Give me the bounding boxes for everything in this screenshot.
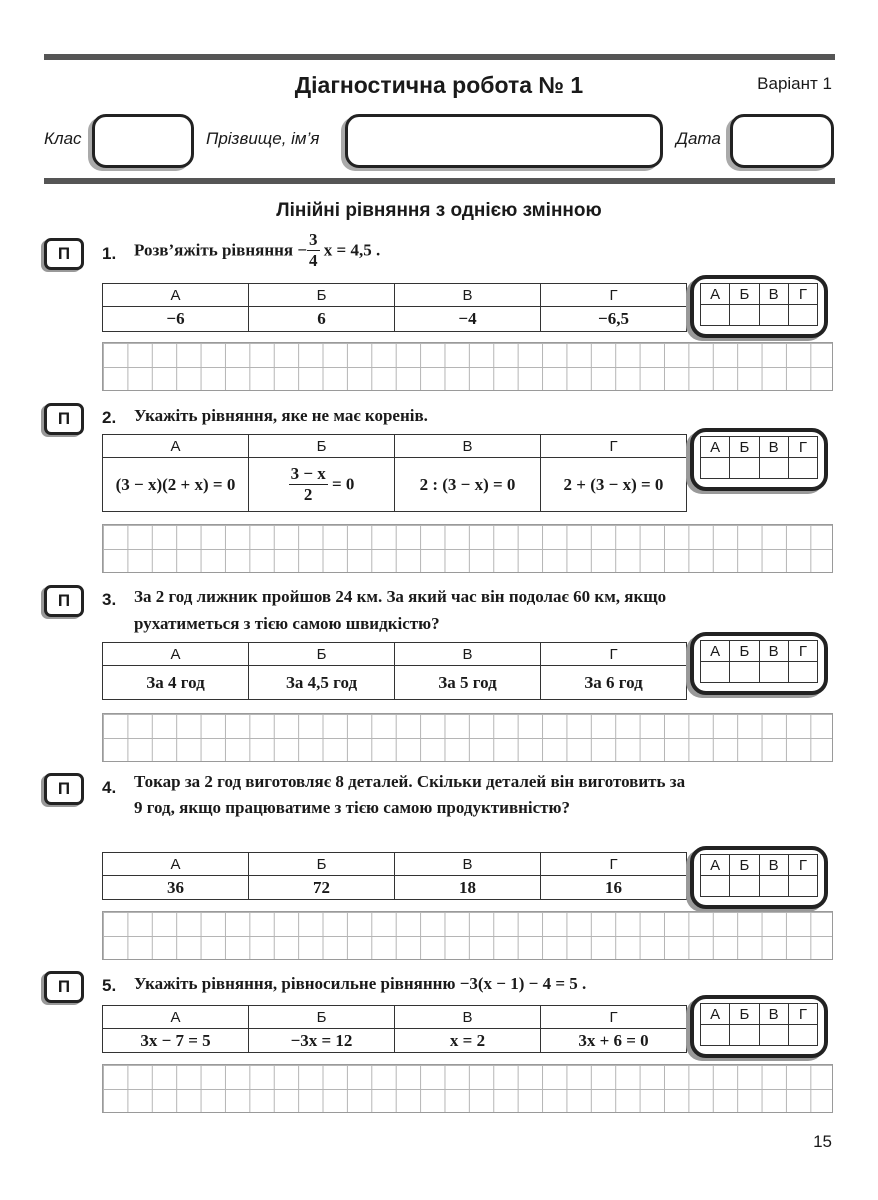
answer-cell[interactable] <box>730 662 759 683</box>
level-badge: П <box>44 773 84 805</box>
question-text: Токар за 2 год виготовляє 8 деталей. Скільки деталей він виготовить за 9 год, якщо працюватиме з тією самою продуктивністю? <box>134 772 686 817</box>
answer-cell[interactable] <box>788 662 817 683</box>
option-letter: Г <box>541 435 687 458</box>
option-value: 36 <box>103 876 249 900</box>
fraction <box>289 464 328 505</box>
option-letter: Г <box>541 853 687 876</box>
answer-letter: Г <box>788 641 817 662</box>
answer-cell[interactable] <box>788 305 817 326</box>
level-badge: П <box>44 403 84 435</box>
answer-letter: В <box>759 284 788 305</box>
answer-letter: Г <box>788 1004 817 1025</box>
answer-letter: В <box>759 641 788 662</box>
option-letter: В <box>395 284 541 307</box>
top-rule <box>44 54 835 60</box>
option-value: −6,5 <box>541 307 687 332</box>
option-value: 16 <box>541 876 687 900</box>
options-table <box>102 852 687 900</box>
option-value: −3x = 12 <box>249 1029 395 1053</box>
question-text: За 2 год лижник пройшов 24 км. За який час він подолає 60 км, якщо рухатиметься з тією самою швидкістю? <box>134 587 667 633</box>
option-letter: Б <box>249 853 395 876</box>
answer-box <box>690 995 828 1058</box>
option-letter: Г <box>541 643 687 666</box>
option-value: 3x − 7 = 5 <box>103 1029 249 1053</box>
answer-cell[interactable] <box>730 458 759 479</box>
answer-letter: А <box>701 641 730 662</box>
answer-cell[interactable] <box>730 876 759 897</box>
option-value-fraction <box>249 458 395 512</box>
option-letter: В <box>395 853 541 876</box>
answer-cell[interactable] <box>759 662 788 683</box>
level-badge: П <box>44 238 84 270</box>
header-bottom-rule <box>44 178 835 184</box>
question-text: Укажіть рівняння, яке не має коренів. <box>134 406 428 425</box>
answer-letter: В <box>759 855 788 876</box>
question-number: 4. <box>102 778 117 797</box>
work-grid[interactable] <box>102 524 833 573</box>
answer-letter: Б <box>730 855 759 876</box>
option-value: За 5 год <box>395 666 541 700</box>
fraction-rest: = 0 <box>332 474 355 494</box>
answer-letter: Г <box>788 284 817 305</box>
page-title: Діагностична робота № 1 <box>294 72 584 98</box>
date-field[interactable] <box>730 114 834 168</box>
option-value: 3x + 6 = 0 <box>541 1029 687 1053</box>
option-letter: А <box>103 643 249 666</box>
question-text <box>134 230 694 271</box>
name-field[interactable] <box>345 114 663 168</box>
option-letter: Б <box>249 284 395 307</box>
option-letter: В <box>395 435 541 458</box>
option-letter: Б <box>249 435 395 458</box>
options-table <box>102 642 687 700</box>
answer-letter: В <box>759 1004 788 1025</box>
option-value: 2 + (3 − x) = 0 <box>541 458 687 512</box>
answer-letter: Б <box>730 284 759 305</box>
work-grid[interactable] <box>102 342 833 391</box>
level-badge: П <box>44 585 84 617</box>
answer-cell[interactable] <box>701 662 730 683</box>
answer-letter: А <box>701 1004 730 1025</box>
question-number: 5. <box>102 976 117 995</box>
answer-letter: А <box>701 284 730 305</box>
answer-letter: Г <box>788 855 817 876</box>
question-text: Укажіть рівняння, рівносильне рівнянню −3(x − 1) − 4 = 5 . <box>134 974 587 993</box>
variant-label: Варіант 1 <box>757 74 832 93</box>
fraction-denominator: 4 <box>309 251 318 270</box>
question-number: 1. <box>102 244 117 263</box>
question-text-before: Розв’яжіть рівняння <box>134 240 294 260</box>
option-letter: А <box>103 284 249 307</box>
answer-cell[interactable] <box>701 1025 730 1046</box>
minus-sign: − <box>297 240 308 260</box>
answer-box <box>690 275 828 338</box>
answer-cell[interactable] <box>759 876 788 897</box>
page-number: 15 <box>813 1132 832 1151</box>
section-subtitle: Лінійні рівняння з однією змінною <box>276 200 602 221</box>
question-number: 2. <box>102 408 117 427</box>
option-value: (3 − x)(2 + x) = 0 <box>103 458 249 512</box>
answer-letter: Б <box>730 1004 759 1025</box>
answer-cell[interactable] <box>701 458 730 479</box>
answer-cell[interactable] <box>788 1025 817 1046</box>
option-value: −6 <box>103 307 249 332</box>
class-field[interactable] <box>92 114 194 168</box>
answer-box <box>690 632 828 695</box>
option-letter: В <box>395 643 541 666</box>
option-letter: Б <box>249 1006 395 1029</box>
option-value: 6 <box>249 307 395 332</box>
work-grid[interactable] <box>102 911 833 960</box>
answer-cell[interactable] <box>759 1025 788 1046</box>
level-badge: П <box>44 971 84 1003</box>
answer-letter: Б <box>730 437 759 458</box>
answer-letter: Г <box>788 437 817 458</box>
answer-cell[interactable] <box>701 305 730 326</box>
fraction-numerator: 3 <box>309 230 318 249</box>
answer-cell[interactable] <box>759 458 788 479</box>
option-letter: Г <box>541 1006 687 1029</box>
question-number: 3. <box>102 590 117 609</box>
option-letter: Г <box>541 284 687 307</box>
option-letter: В <box>395 1006 541 1029</box>
answer-cell[interactable] <box>759 305 788 326</box>
class-label: Клас <box>44 129 82 148</box>
option-value: x = 2 <box>395 1029 541 1053</box>
fraction-denominator: 2 <box>303 485 313 504</box>
answer-box <box>690 428 828 491</box>
option-value: 72 <box>249 876 395 900</box>
answer-letter: В <box>759 437 788 458</box>
name-label: Прізвище, ім’я <box>206 129 320 148</box>
option-value: За 4,5 год <box>249 666 395 700</box>
option-value: За 4 год <box>103 666 249 700</box>
work-grid[interactable] <box>102 713 833 762</box>
fraction-numerator: 3 − x <box>290 464 326 483</box>
option-value: −4 <box>395 307 541 332</box>
date-label: Дата <box>676 129 721 148</box>
answer-letter: А <box>701 855 730 876</box>
option-value: За 6 год <box>541 666 687 700</box>
answer-letter: Б <box>730 641 759 662</box>
answer-box <box>690 846 828 909</box>
options-table <box>102 1005 687 1053</box>
option-value: 2 : (3 − x) = 0 <box>395 458 541 512</box>
answer-cell[interactable] <box>701 876 730 897</box>
option-letter: А <box>103 1006 249 1029</box>
options-table <box>102 434 687 512</box>
option-letter: А <box>103 853 249 876</box>
option-value: 18 <box>395 876 541 900</box>
answer-cell[interactable] <box>788 458 817 479</box>
equation-rest: x = 4,5 . <box>323 240 381 260</box>
option-letter: А <box>103 435 249 458</box>
answer-cell[interactable] <box>730 1025 759 1046</box>
options-table <box>102 283 687 332</box>
answer-letter: А <box>701 437 730 458</box>
fraction <box>307 230 320 271</box>
work-grid[interactable] <box>102 1064 833 1113</box>
option-letter: Б <box>249 643 395 666</box>
answer-cell[interactable] <box>730 305 759 326</box>
answer-cell[interactable] <box>788 876 817 897</box>
